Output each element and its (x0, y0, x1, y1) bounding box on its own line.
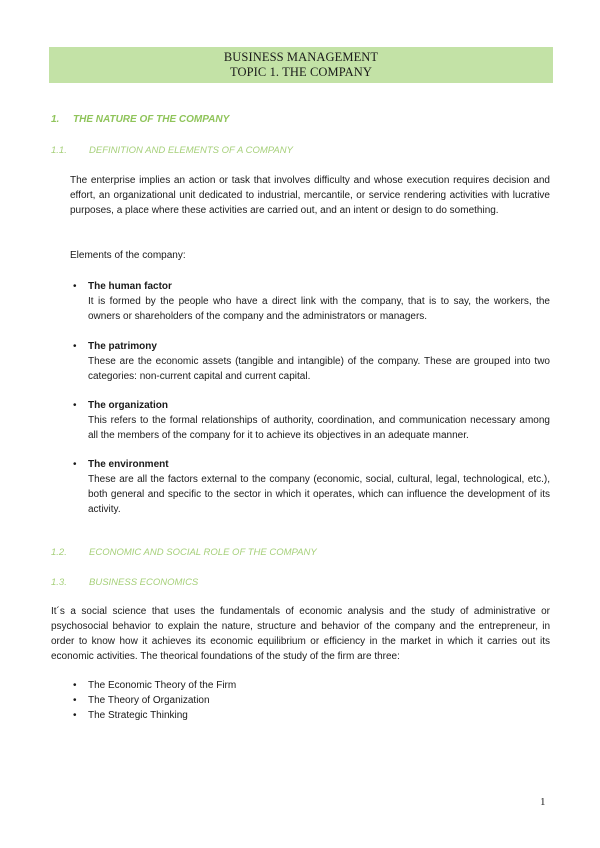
bullet-icon: • (73, 400, 77, 411)
element-item-human-factor (70, 279, 550, 324)
theory-label: The Strategic Thinking (88, 710, 188, 721)
subsection-title: ECONOMIC AND SOCIAL ROLE OF THE COMPANY (89, 547, 317, 558)
section-title: THE NATURE OF THE COMPANY (73, 114, 230, 125)
element-title: The human factor (88, 281, 172, 292)
subsection-number: 1.1. (51, 145, 67, 156)
subsection-title: DEFINITION AND ELEMENTS OF A COMPANY (89, 145, 293, 156)
document-header (49, 47, 553, 83)
theories-list (51, 678, 451, 723)
element-title: The environment (88, 459, 169, 470)
element-item-patrimony (70, 339, 550, 384)
element-title: The organization (88, 400, 168, 411)
definition-paragraph: The enterprise implies an action or task that involves difficulty and whose execution requires decision and effort, an organizational unit dedicated to industrial, mercantile, or service rendering activities with lucrative purposes, a place where these activities are carried out, and an intent or design to do something. (70, 175, 550, 216)
bullet-icon: • (73, 710, 77, 721)
list-item (51, 693, 451, 708)
list-item (51, 708, 451, 723)
subsection-heading-business-economics (51, 577, 198, 588)
bullet-icon: • (73, 341, 77, 352)
bullet-icon: • (73, 680, 77, 691)
bullet-icon: • (73, 459, 77, 470)
elements-intro: Elements of the company: (70, 250, 186, 261)
subsection-number: 1.2. (51, 547, 67, 558)
list-item (51, 678, 451, 693)
theory-label: The Economic Theory of the Firm (88, 680, 237, 691)
theory-label: The Theory of Organization (88, 695, 210, 706)
bullet-icon: • (73, 695, 77, 706)
element-item-environment (70, 457, 550, 517)
page-number: 1 (540, 796, 546, 808)
section-number: 1. (51, 114, 60, 125)
subsection-heading-definition (51, 145, 293, 156)
element-description: These are the economic assets (tangible and intangible) of the company. These are grouped into two categories: non-current capital and current capital. (88, 356, 550, 382)
topic-title: TOPIC 1. THE COMPANY (229, 65, 373, 79)
element-description: This refers to the formal relationships of authority, coordination, and communication necessary among all the members of the company for it to achieve its objectives in an adequate manner. (88, 415, 550, 441)
subsection-number: 1.3. (51, 577, 67, 588)
course-title: BUSINESS MANAGEMENT (223, 50, 379, 64)
bullet-icon: • (73, 281, 77, 292)
subsection-title: BUSINESS ECONOMICS (89, 577, 199, 588)
business-economics-paragraph: It´s a social science that uses the fundamentals of economic analysis and the study of administrative or psychosocial behavior to explain the nature, structure and behavior of the company and the entrepreneur, in order to know how it achieves its economic equilibrium or efficiency in the market in which it carries out its economic activities. The theorical foundations of the study of the firm are three: (51, 606, 550, 662)
element-item-organization (70, 398, 550, 443)
element-description: It is formed by the people who have a direct link with the company, that is to say, the workers, the owners or shareholders of the company and the administrators or managers. (88, 296, 550, 322)
subsection-heading-economic-social-role (51, 547, 317, 558)
element-title: The patrimony (88, 341, 157, 352)
section-heading-nature (51, 114, 229, 125)
element-description: These are all the factors external to the company (economic, social, cultural, legal, technological, etc.), both general and specific to the sector in which it operates, which can influence the development of its activity. (88, 474, 550, 515)
